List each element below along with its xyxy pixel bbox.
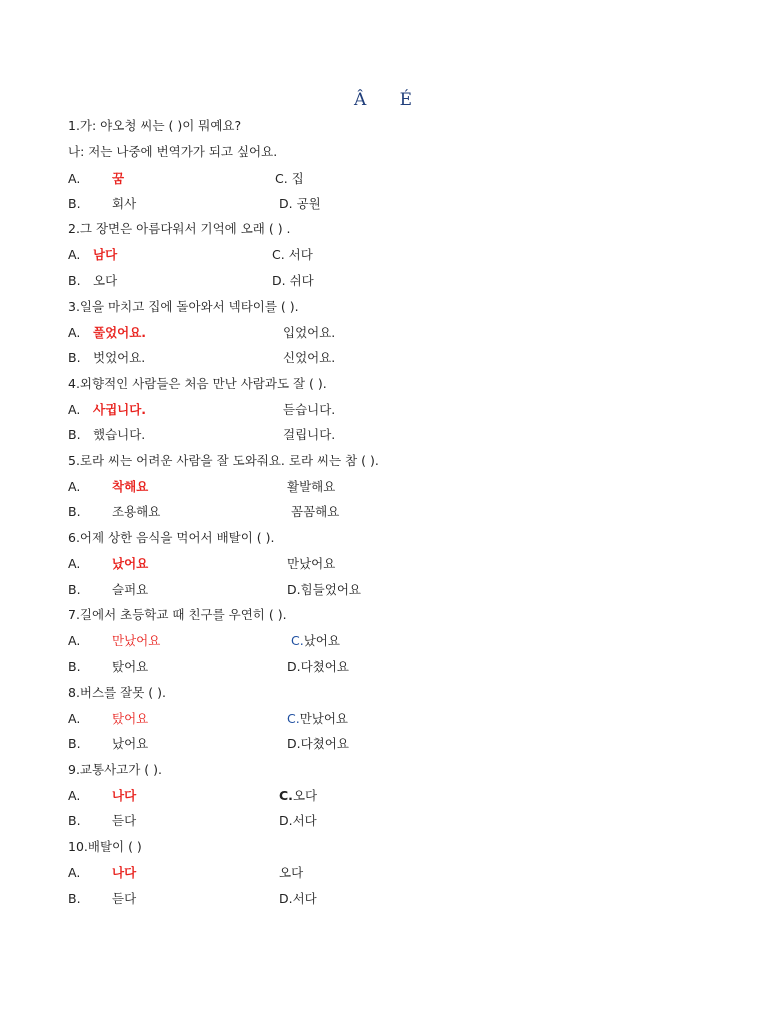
option-text: 듣다 [112,813,137,828]
q7-option-d [287,659,349,675]
q8-option-d [287,736,349,752]
option-letter: D. [279,196,293,211]
option-text: 슬퍼요 [112,582,149,597]
q3-option-d: 신었어요. [283,350,336,365]
option-text: 오다 [93,273,118,288]
title-glyph-2: É [399,90,415,110]
option-letter: C. [287,711,300,726]
option-letter: B. [68,504,81,519]
q2-option-b [68,273,117,289]
option-letter: C. [291,633,304,648]
question-1-text-2: 나: 저는 나중에 번역가가 되고 싶어요. [68,144,278,159]
q2-option-c [272,247,313,263]
q9-option-c [279,788,317,804]
option-letter: A. [68,479,81,494]
option-letter: A. [68,247,81,262]
option-letter: B. [68,196,81,211]
option-letter: D. [272,273,286,288]
option-text: 조용해요 [112,504,161,519]
option-text: 공원 [292,196,321,211]
q3-option-c: 입었어요. [283,325,336,340]
question-4-text: 4.외향적인 사람들은 처음 만난 사람과도 잘 ( ). [68,376,327,391]
option-letter: B. [68,273,81,288]
page-title [0,90,768,110]
answer-text: 탔어요 [112,711,149,726]
q5-option-d: 꼼꼼해요 [291,504,340,519]
q6-option-b [68,582,148,598]
q1-option-d [279,196,321,212]
option-text: 서다 [292,891,317,906]
q10-option-b [68,891,136,907]
option-letter: B. [68,350,81,365]
option-letter: D. [287,582,301,597]
option-letter: B. [68,736,81,751]
option-text: 듣다 [112,891,137,906]
q5-option-c: 활발해요 [287,479,336,494]
option-text: 벗었어요. [93,350,146,365]
question-3-text: 3.일을 마치고 집에 돌아와서 넥타이를 ( ). [68,299,299,314]
q7-option-c [291,633,340,649]
question-6-text: 6.어제 상한 음식을 먹어서 배탈이 ( ). [68,530,275,545]
q9-option-d [279,813,317,829]
q3-option-b [68,350,145,366]
q10-option-c: 오다 [279,865,304,880]
option-text: 서다 [284,247,313,262]
q10-option-a [68,865,136,881]
q4-option-a [68,402,146,418]
option-letter: A. [68,556,81,571]
answer-text: 꿈 [112,171,125,186]
option-letter: A. [68,633,81,648]
option-letter: A. [68,402,81,417]
q8-option-b [68,736,148,752]
question-7-text: 7.길에서 초등학교 때 친구를 우연히 ( ). [68,607,287,622]
question-10-text: 10.배탈이 ( ) [68,839,142,854]
option-text: 쉬다 [285,273,314,288]
option-text: 다쳤어요 [300,736,349,751]
q5-option-b [68,504,160,520]
option-letter: D. [287,736,301,751]
option-text: 서다 [292,813,317,828]
option-letter: A. [68,865,81,880]
answer-text: 나다 [112,865,137,880]
q4-option-c: 듣습니다. [283,402,336,417]
option-letter: B. [68,813,81,828]
question-5-text: 5.로라 씨는 어려운 사람을 잘 도와줘요. 로라 씨는 참 ( ). [68,453,379,468]
option-letter: C. [272,247,285,262]
option-letter: B. [68,427,81,442]
option-letter: C. [275,171,288,186]
question-1-text: 1.가: 야오청 씨는 ( )이 뭐예요? [68,118,242,133]
option-text: 오다 [292,788,318,803]
q6-option-a [68,556,148,572]
question-2-text: 2.그 장면은 아름다워서 기억에 오래 ( ) . [68,221,291,236]
option-letter: D. [287,659,301,674]
option-text: 힘들었어요 [300,582,361,597]
option-text: 탔어요 [112,659,149,674]
option-letter: A. [68,325,81,340]
q2-option-a [68,247,117,263]
q7-option-a [68,633,160,649]
question-8-text: 8.버스를 잘못 ( ). [68,685,166,700]
q1-option-b [68,196,136,212]
question-9-text: 9.교통사고가 ( ). [68,762,162,777]
option-text: 만났어요 [299,711,349,726]
option-text: 났어요 [112,736,149,751]
q4-option-d: 걸립니다. [283,427,336,442]
answer-text: 착해요 [112,479,149,494]
q6-option-c: 만났어요 [287,556,336,571]
q4-option-b [68,427,145,443]
q1-option-c [275,171,304,187]
q2-option-d [272,273,314,289]
answer-text: 남다 [93,247,118,262]
option-letter: D. [279,813,293,828]
q1-option-a [68,171,124,187]
q8-option-c [287,711,348,727]
option-letter: C. [279,788,293,803]
answer-text: 만났어요 [112,633,161,648]
answer-text: 나다 [112,788,137,803]
option-letter: D. [279,891,293,906]
option-letter: A. [68,171,81,186]
option-text: 집 [287,171,304,186]
option-text: 했습니다. [93,427,146,442]
answer-text: 났어요 [112,556,149,571]
answer-text: 사귑니다. [93,402,147,417]
q9-option-b [68,813,136,829]
q5-option-a [68,479,148,495]
option-text: 회사 [112,196,137,211]
q3-option-a [68,325,146,341]
q9-option-a [68,788,136,804]
option-text: 났어요 [303,633,340,648]
q7-option-b [68,659,148,675]
option-letter: A. [68,711,81,726]
option-letter: B. [68,582,81,597]
answer-text: 풀었어요. [93,325,147,340]
option-letter: B. [68,659,81,674]
q10-option-d [279,891,317,907]
option-text: 다쳤어요 [300,659,349,674]
title-glyph-1: Â [353,90,369,110]
option-letter: B. [68,891,81,906]
q6-option-d [287,582,361,598]
option-letter: A. [68,788,81,803]
q8-option-a [68,711,148,727]
